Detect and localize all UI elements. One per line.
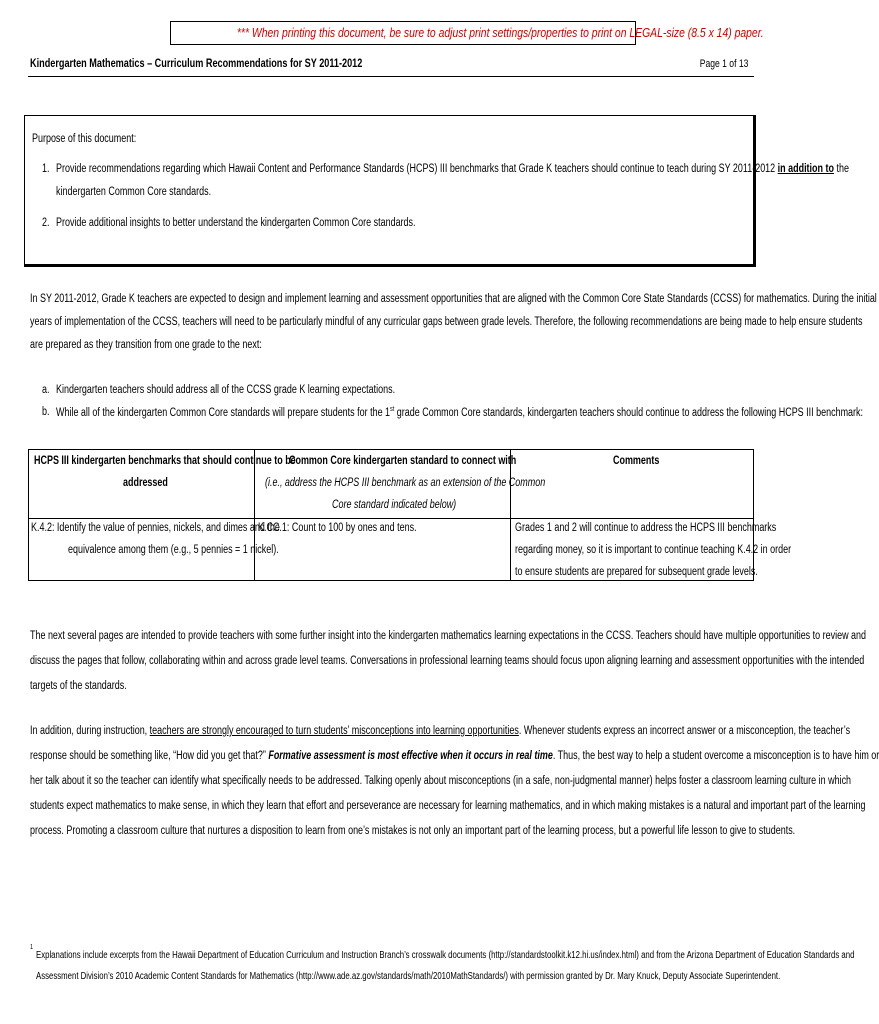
table-left-border xyxy=(28,449,29,581)
purpose-item-2-number: 2. xyxy=(42,217,50,229)
table-header-standard: Common Core kindergarten standard to connect with xyxy=(289,455,517,467)
para2-line-2-text: response should be something like, “How did you get that?” xyxy=(30,750,269,762)
intro-line-1: In SY 2011-2012, Grade K teachers are expected to design and implement learning and assessment opportunities that are aligned with the Common Core State Standards (CCSS) for mathematics. During the initial xyxy=(30,293,877,305)
para2-bold-italic-text: Formative assessment is most effective when it occurs in real time xyxy=(268,750,553,762)
document-title: Kindergarten Mathematics – Curriculum Recommendations for SY 2011-2012 xyxy=(30,56,363,70)
rec-b-superscript: st xyxy=(390,406,395,413)
para1-line-2: discuss the pages that follow, collaborating within and across grade level teams. Conversations in professional learning teams should focus upon aligning learning and assessment opportunities with the intended xyxy=(30,655,865,667)
intro-line-2: years of implementation of the CCSS, teachers will need to be particularly mindful of any curricular gaps between grade levels. Therefore, the following recommendations are being made to help ensure students xyxy=(30,316,863,328)
page-number: Page 1 of 13 xyxy=(699,58,748,70)
para2-underlined-text: teachers are strongly encouraged to turn students’ misconceptions into learning opportunities xyxy=(149,725,519,737)
purpose-item-1-continuation: kindergarten Common Core standards. xyxy=(56,186,212,198)
table-header-standard-note: (i.e., address the HCPS III benchmark as an extension of the Common xyxy=(265,477,546,489)
purpose-item-1 xyxy=(56,163,849,175)
intro-line-3: are prepared as they transition from one grade to the next: xyxy=(30,339,262,351)
purpose-item-1-emphasis: in addition to xyxy=(777,163,834,175)
table-header-border xyxy=(28,518,754,519)
purpose-item-1-text-end: the xyxy=(833,163,849,175)
table-header-standard-note-cont: Core standard indicated below) xyxy=(332,499,457,511)
rec-a: Kindergarten teachers should address all of the CCSS grade K learning expectations. xyxy=(56,384,396,396)
table-cell-benchmark: K.4.2: Identify the value of pennies, nickels, and dimes and the xyxy=(31,522,280,534)
table-right-border xyxy=(753,449,754,581)
table-cell-comments-3: to ensure students are prepared for subsequent grade levels. xyxy=(515,566,758,578)
rec-b-text-end: grade Common Core standards, kindergarten teachers should continue to address the following HCPS III benchmark: xyxy=(394,406,863,419)
para2-line-1-text: In addition, during instruction, xyxy=(30,725,150,737)
footnote-line-1: Explanations include excerpts from the Hawaii Department of Education Curriculum and Instruction Branch’s crosswalk documents (http://standardstoolkit.k12.hi.us/index.html) and from the Arizona Department of Education Standards and xyxy=(36,950,855,961)
table-cell-benchmark-cont: equivalence among them (e.g., 5 pennies = 1 nickel). xyxy=(68,544,279,556)
para2-line-5: process. Promoting a classroom culture that nurtures a disposition to learn from one’s mistakes is not only an important part of the learning process, but a powerful life lesson to give to students. xyxy=(30,825,796,837)
purpose-item-1-text: Provide recommendations regarding which Hawaii Content and Performance Standards (HCPS) III benchmarks that Grade K teachers should continue to teach during SY 2011-2012 xyxy=(56,163,778,175)
para1-line-3: targets of the standards. xyxy=(30,680,127,692)
table-col-divider-1 xyxy=(254,449,255,581)
table-top-border xyxy=(28,449,754,450)
para2-line-4: students expect mathematics to make sense, in which they learn that effort and perseverance are necessary for learning mathematics, and in which making mistakes is a natural and important part of the learning xyxy=(30,800,866,812)
rec-b xyxy=(56,406,863,419)
para2-line-2-text-end: . Thus, the best way to help a student overcome a misconception is to have him or xyxy=(552,750,879,762)
purpose-item-1-number: 1. xyxy=(42,163,50,175)
para2-line-3: her talk about it so the teacher can identify what specifically needs to be addressed. Talking openly about misconceptions (in a safe, non-judgmental manner) helps foster a classroom learning culture in which xyxy=(30,775,852,787)
footnote-mark: 1 xyxy=(30,944,34,951)
table-header-benchmarks: HCPS III kindergarten benchmarks that should continue to be xyxy=(34,455,296,467)
print-notice xyxy=(170,21,764,45)
para2-line-2 xyxy=(30,750,879,762)
table-cell-comments: Grades 1 and 2 will continue to address the HCPS III benchmarks xyxy=(515,522,777,534)
print-notice-text: *** When printing this document, be sure to adjust print settings/properties to print on LEGAL-size (8.5 x 14) paper. xyxy=(236,25,764,40)
table-bottom-border xyxy=(28,580,754,581)
rec-a-label: a. xyxy=(42,384,50,396)
header-divider xyxy=(28,76,754,77)
para2-line-1-text-end: . Whenever students express an incorrect answer or a misconception, the teacher’s xyxy=(518,725,851,737)
table-header-comments: Comments xyxy=(613,455,660,467)
table-col-divider-2 xyxy=(510,449,511,581)
para2-line-1 xyxy=(30,725,850,737)
para1-line-1: The next several pages are intended to provide teachers with some further insight into the kindergarten mathematics learning expectations in the CCSS. Teachers should have multiple opportunities to review and xyxy=(30,630,867,642)
purpose-item-2: Provide additional insights to better understand the kindergarten Common Core standards. xyxy=(56,217,416,229)
rec-b-text: While all of the kindergarten Common Core standards will prepare students for the 1 xyxy=(56,406,391,419)
rec-b-label: b. xyxy=(42,406,50,418)
purpose-heading: Purpose of this document: xyxy=(32,133,137,145)
footnote-line-2: Assessment Division’s 2010 Academic Content Standards for Mathematics (http://www.ade.az.gov/standards/math/2010MathStandards/) with permission granted by Dr. Mary Knuck, Deputy Associate Superintendent. xyxy=(36,971,781,982)
table-header-benchmarks-cont: addressed xyxy=(123,477,168,489)
table-cell-comments-2: regarding money, so it is important to continue teaching K.4.2 in order xyxy=(515,544,792,556)
table-cell-standard: K.CC.1: Count to 100 by ones and tens. xyxy=(258,522,417,534)
